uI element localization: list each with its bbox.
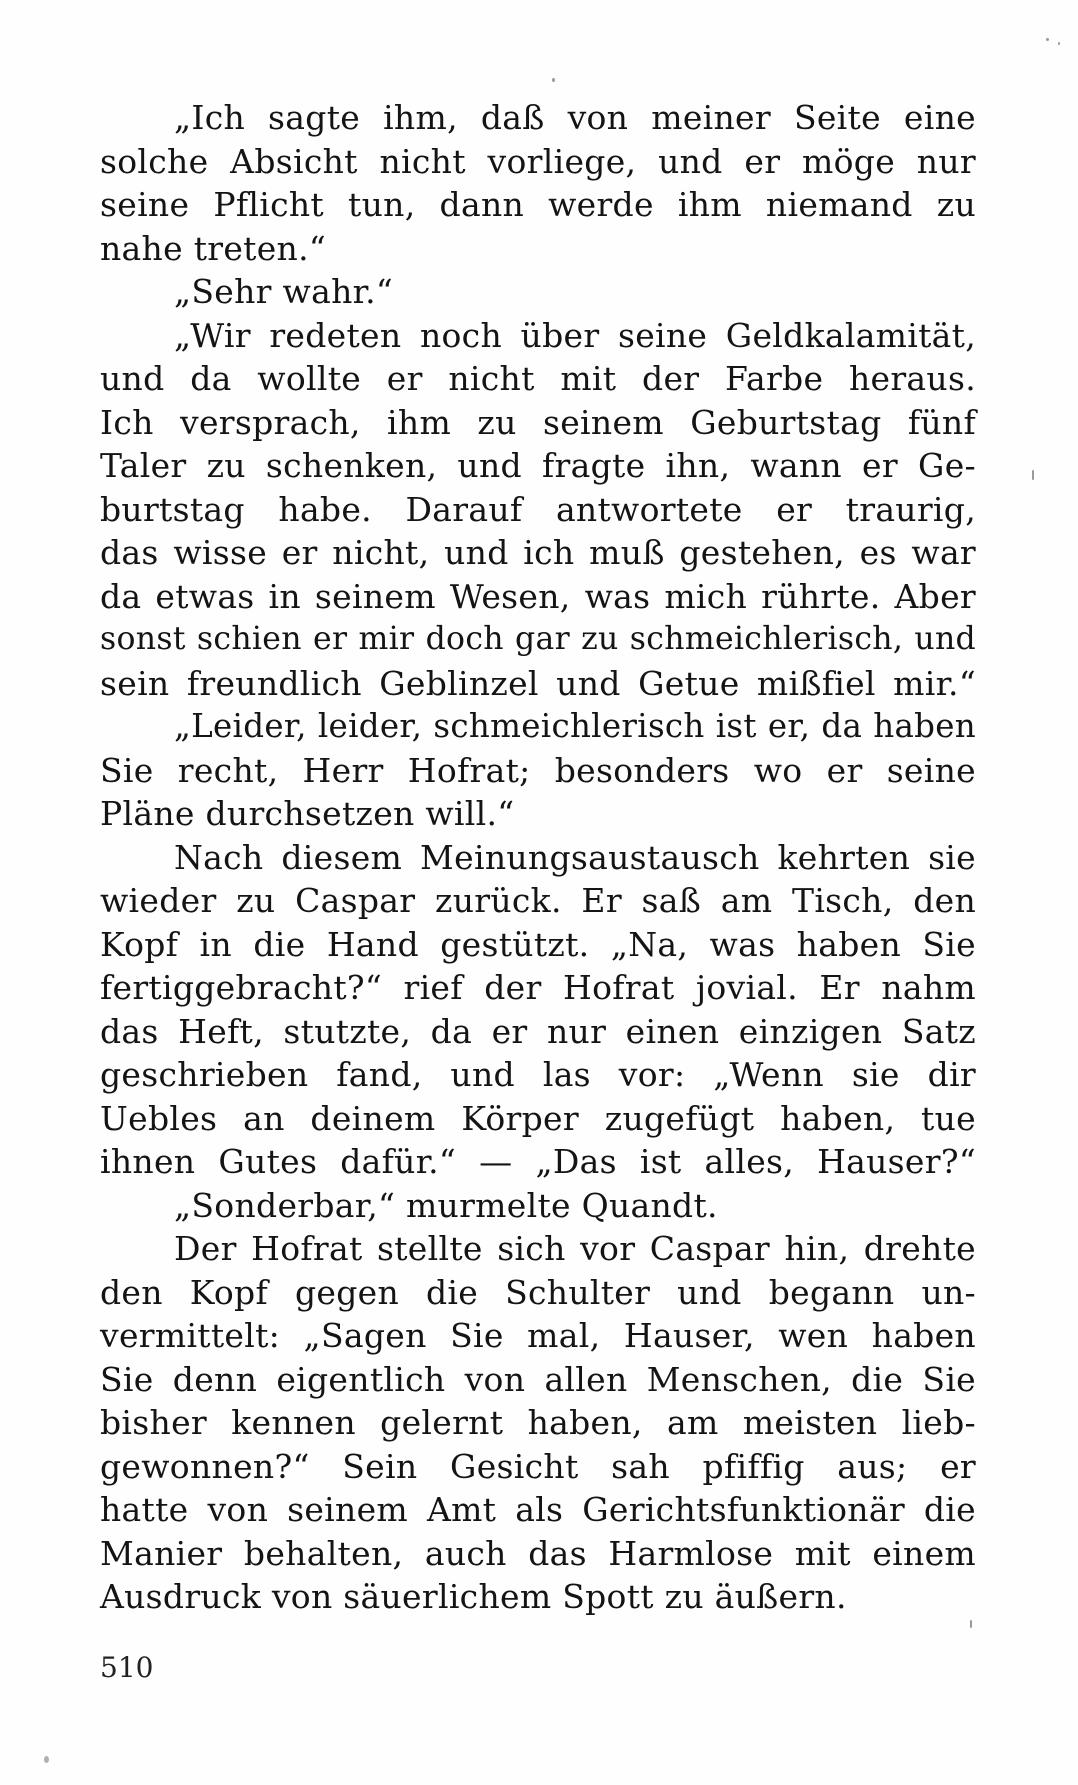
text-line: seine Pflicht tun, dann werde ihm niemand zu (100, 185, 976, 224)
text-line: burtstag habe. Darauf antwortete er traurig, (100, 489, 976, 529)
text-line: fertiggebracht?“ rief der Hofrat jovial. Er nahm (100, 968, 976, 1007)
text-line: den Kopf gegen die Schulter und begann un- (100, 1272, 976, 1312)
text-line: solche Absicht nicht vorliege, und er möge nur (100, 141, 976, 181)
text-line: Manier behalten, auch das Harmlose mit einem (100, 1533, 976, 1573)
text-line: Ich versprach, ihm zu seinem Geburtstag fünf (100, 402, 976, 442)
print-speck (1046, 38, 1049, 41)
text-line: Ausdruck von säuerlichem Spott zu äußern. (100, 1577, 847, 1616)
text-line: geschrieben fand, und las vor: „Wenn sie dir (100, 1055, 976, 1094)
text-line: Sie recht, Herr Hofrat; besonders wo er seine (100, 750, 976, 790)
page-number: 510 (100, 1651, 154, 1684)
print-speck (970, 1620, 972, 1628)
text-line: „Wir redeten noch über seine Geldkalamität, (174, 315, 976, 355)
print-speck (44, 1756, 49, 1763)
text-line: Pläne durchsetzen will.“ (100, 794, 515, 833)
text-line: „Sonderbar,“ murmelte Quandt. (174, 1185, 718, 1225)
print-speck (1032, 470, 1034, 480)
text-line: „Sehr wahr.“ (174, 272, 394, 311)
text-line: ihnen Gutes dafür.“ — „Das ist alles, Hauser?“ (100, 1142, 976, 1181)
text-line: sein freundlich Geblinzel und Getue mißfiel mir.“ (100, 663, 976, 703)
text-line: „Leider, leider, schmeichlerisch ist er, da haben (174, 707, 976, 745)
text-line: Nach diesem Meinungsaustausch kehrten sie (174, 837, 976, 877)
text-line: sonst schien er mir doch gar zu schmeichlerisch, und (100, 621, 976, 657)
text-line: Der Hofrat stellte sich vor Caspar hin, drehte (174, 1229, 976, 1268)
text-line: Taler zu schenken, und fragte ihn, wann er Ge- (100, 446, 976, 485)
text-line: hatte von seinem Amt als Gerichtsfunktionär die (100, 1490, 976, 1529)
text-line: Kopf in die Hand gestützt. „Na, was haben Sie (100, 924, 976, 964)
text-line: gewonnen?“ Sein Gesicht sah pfiffig aus; er (100, 1446, 976, 1486)
text-line: da etwas in seinem Wesen, was mich rührte. Aber (100, 576, 976, 616)
text-line: und da wollte er nicht mit der Farbe heraus. (100, 359, 976, 398)
print-speck (1058, 42, 1060, 45)
print-speck (552, 78, 555, 82)
text-line: vermittelt: „Sagen Sie mal, Hauser, wen haben (100, 1316, 976, 1355)
text-line: wieder zu Caspar zurück. Er saß am Tisch, den (100, 881, 976, 920)
text-line: Uebles an deinem Körper zugefügt haben, tue (100, 1098, 976, 1138)
text-line: „Ich sagte ihm, daß von meiner Seite eine (174, 98, 976, 137)
text-line: das wisse er nicht, und ich muß gestehen, es war (100, 533, 976, 572)
text-line: das Heft, stutzte, da er nur einen einzigen Satz (100, 1011, 976, 1051)
text-line: nahe treten.“ (100, 228, 327, 268)
text-line: bisher kennen gelernt haben, am meisten lieb- (100, 1403, 976, 1442)
text-line: Sie denn eigentlich von allen Menschen, die Sie (100, 1359, 976, 1399)
body-text (100, 96, 976, 1619)
